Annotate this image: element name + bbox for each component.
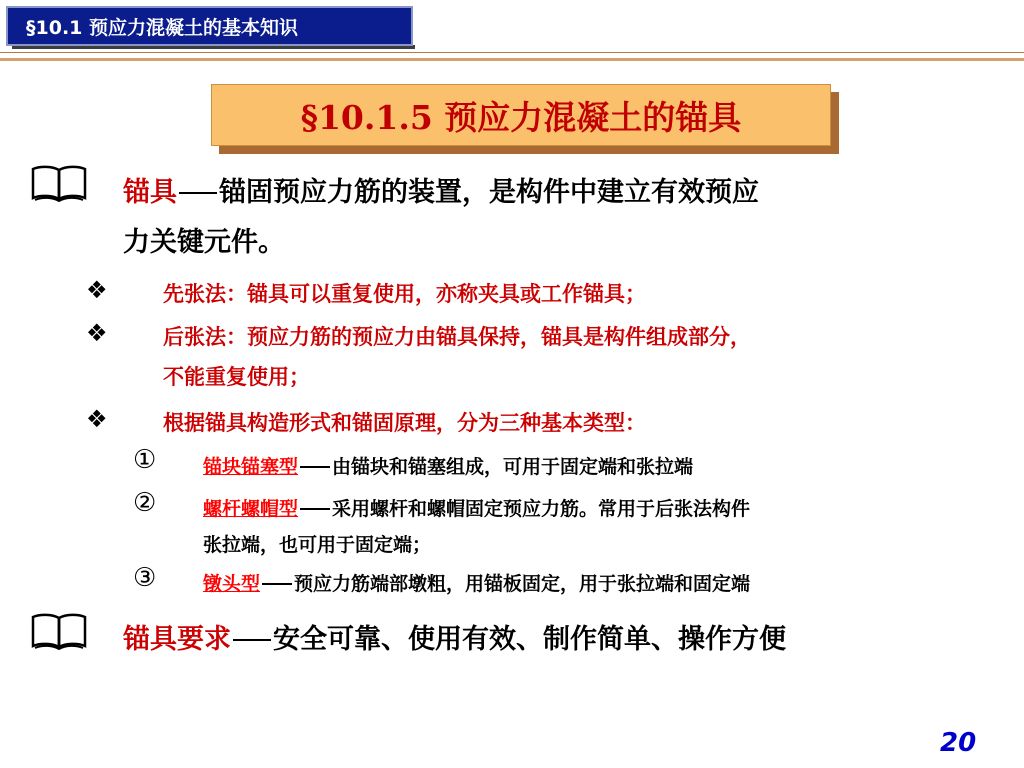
type2-description-2: 张拉端，也可用于固定端； — [203, 534, 432, 556]
anchor-requirements-line — [123, 617, 786, 656]
diamond-bullet-icon: ❖ — [86, 405, 108, 433]
type2-description-1: 采用螺杆和螺帽固定预应力筋。常用于后张法构件 — [332, 498, 751, 520]
anchor-definition-line-1 — [123, 170, 759, 209]
slide-title: §10.1.5 预应力混凝土的锚具 — [300, 97, 742, 137]
type2-name: 螺杆螺帽型 — [203, 498, 299, 520]
circled-number-3: ③ — [133, 563, 157, 593]
type3-line — [203, 569, 750, 596]
types-intro-text: 根据锚具构造形式和锚固原理，分为三种基本类型： — [163, 411, 646, 435]
type2-line-2 — [203, 530, 431, 557]
em-dash — [300, 508, 330, 510]
header-rule-thick — [0, 58, 1024, 61]
type3-description: 预应力筋端部墩粗，用锚板固定，用于张拉端和固定端 — [294, 573, 751, 595]
page-number: 20 — [940, 728, 977, 758]
anchor-term: 锚具 — [123, 177, 177, 208]
circled-number-1: ① — [133, 445, 157, 475]
requirements-term: 锚具要求 — [123, 624, 231, 655]
em-dash — [262, 583, 292, 585]
em-dash — [179, 192, 217, 194]
type1-description: 由锚块和锚塞组成，可用于固定端和张拉端 — [332, 456, 694, 478]
header-rule-thin — [0, 52, 1024, 53]
post-tension-text-2: 不能重复使用； — [163, 365, 310, 389]
anchor-definition-line-2 — [123, 220, 285, 259]
pre-tension-text: 先张法：锚具可以重复使用，亦称夹具或工作锚具； — [163, 282, 646, 306]
open-book-icon — [30, 612, 88, 652]
requirements-description: 安全可靠、使用有效、制作简单、操作方便 — [273, 624, 786, 655]
slide-title-box — [211, 84, 831, 146]
circled-number-2: ② — [133, 488, 157, 518]
anchor-definition-2: 力关键元件。 — [123, 227, 285, 258]
type3-name: 镦头型 — [203, 573, 261, 595]
open-book-icon — [30, 164, 88, 204]
type1-line — [203, 452, 693, 479]
em-dash — [300, 466, 330, 468]
diamond-bullet-icon: ❖ — [86, 276, 108, 304]
section-tab-label: §10.1 预应力混凝土的基本知识 — [26, 16, 298, 39]
section-tab — [6, 6, 413, 46]
type1-name: 锚块锚塞型 — [203, 456, 299, 478]
anchor-definition-1: 锚固预应力筋的装置，是构件中建立有效预应 — [219, 177, 759, 208]
em-dash — [233, 639, 271, 641]
diamond-bullet-icon: ❖ — [86, 319, 108, 347]
post-tension-text-1: 后张法：预应力筋的预应力由锚具保持，锚具是构件组成部分， — [163, 325, 751, 349]
type2-line-1 — [203, 494, 750, 521]
